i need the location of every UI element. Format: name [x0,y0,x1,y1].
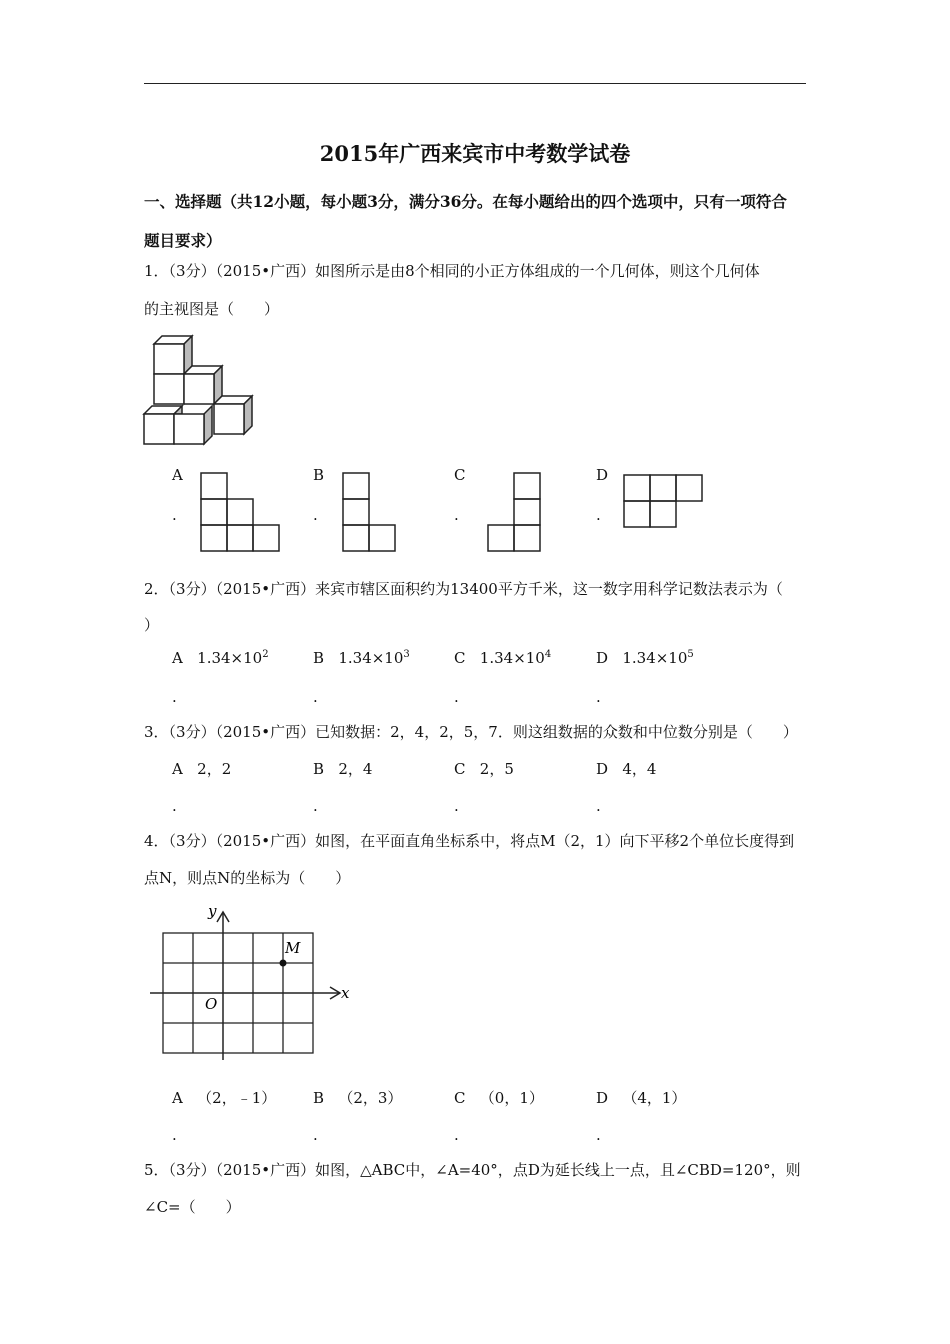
section-1-heading-line2: 题目要求） [144,231,222,250]
q4-option-b-letter: B [313,1089,325,1107]
q1-option-b-dot: . [313,506,318,524]
q3-option-c [454,758,514,779]
q4-option-d-dot: . [596,1126,601,1144]
q3-option-b [313,758,372,779]
q3-option-a-letter: A [172,760,183,778]
q4-option-d [596,1087,686,1108]
q2-option-c [454,649,551,667]
q2-option-b-base: 1.34×10 [338,649,404,667]
q1-option-d-figure [623,474,707,532]
q4-x-axis-label: x [341,984,350,1002]
q2-option-b-dot: . [313,688,318,706]
q1-option-c-letter: C [454,466,466,484]
q2-option-c-letter: C [454,649,466,667]
question-1-cube-figure [140,330,270,450]
q2-option-d-dot: . [596,688,601,706]
q4-point-m-label: M [285,939,301,957]
question-1-line1: 1．（3分）（2015•广西）如图所示是由8个相同的小正方体组成的一个几何体，则这个几何体 [144,262,760,280]
q3-option-d-letter: D [596,760,609,778]
q1-option-c-figure [487,472,545,554]
q2-option-a-exp: 2 [262,649,269,660]
question-5-line1: 5．（3分）（2015•广西）如图，△ABC中，∠A=40°，点D为延长线上一点，且∠CBD=120°，则 [144,1161,801,1179]
q4-option-a-letter: A [172,1089,183,1107]
q2-option-d-exp: 5 [687,649,694,660]
question-1-line2: 的主视图是（ ） [144,300,280,318]
question-4-line1: 4．（3分）（2015•广西）如图，在平面直角坐标系中，将点M（2，1）向下平移2个单位长度得到 [144,832,795,850]
q4-option-a-dot: . [172,1126,177,1144]
q2-option-b [313,649,410,667]
q4-option-c-letter: C [454,1089,466,1107]
q3-option-a-text: 2，2 [197,760,232,778]
q3-option-c-dot: . [454,797,459,815]
q4-option-b-dot: . [313,1126,318,1144]
q2-option-b-letter: B [313,649,325,667]
q2-option-a-letter: A [172,649,183,667]
q2-option-a-dot: . [172,688,177,706]
q2-option-c-base: 1.34×10 [479,649,545,667]
q1-option-b-letter: B [313,466,325,484]
q3-option-d [596,758,656,779]
q1-option-a-figure [200,472,282,554]
q3-option-d-text: 4，4 [622,760,657,778]
q2-option-b-exp: 3 [403,649,410,660]
q4-coordinate-figure [160,900,360,1060]
q3-option-b-dot: . [313,797,318,815]
q3-option-a-dot: . [172,797,177,815]
q1-option-d-dot: . [596,506,601,524]
q3-option-b-letter: B [313,760,325,778]
q4-option-a [172,1087,276,1108]
q4-option-c [454,1087,544,1108]
q4-point-m [280,960,287,967]
q1-option-a-letter: A [172,466,183,484]
q4-origin-label: O [205,995,218,1013]
q3-option-d-dot: . [596,797,601,815]
q3-option-c-text: 2，5 [479,760,514,778]
q2-option-a [172,649,269,667]
question-5-line2: ∠C=（ ） [144,1198,241,1216]
q3-option-b-text: 2，4 [338,760,373,778]
q1-option-c-dot: . [454,506,459,524]
paper-title: 2015年广西来宾市中考数学试卷 [319,141,631,166]
q2-option-a-base: 1.34×10 [197,649,263,667]
q4-y-axis-label: y [208,902,217,920]
q4-option-a-text: （2，﹣1） [197,1089,277,1107]
q4-option-c-text: （0，1） [479,1089,544,1107]
q2-option-c-dot: . [454,688,459,706]
header-rule [144,83,806,84]
q4-option-c-dot: . [454,1126,459,1144]
q2-option-d [596,649,694,667]
q1-option-b-figure [342,472,400,554]
q4-option-d-letter: D [596,1089,609,1107]
q4-option-d-text: （4，1） [622,1089,687,1107]
q4-option-b [313,1087,402,1108]
q3-option-a [172,758,231,779]
section-1-heading-line1: 一、选择题（共12小题，每小题3分，满分36分。在每小题给出的四个选项中，只有一项符合 [144,192,787,211]
q3-option-c-letter: C [454,760,466,778]
question-4-line2: 点N，则点N的坐标为（ ） [144,869,351,887]
q2-option-d-base: 1.34×10 [622,649,688,667]
question-3-line1: 3．（3分）（2015•广西）已知数据：2，4，2，5，7．则这组数据的众数和中位数分别是（ ） [144,723,798,741]
q4-option-b-text: （2，3） [338,1089,403,1107]
q2-option-d-letter: D [596,649,609,667]
q1-option-a-dot: . [172,506,177,524]
question-2-line2: ） [144,616,160,634]
question-2-line1: 2．（3分）（2015•广西）来宾市辖区面积约为13400平方千米，这一数字用科学记数法表示为（ [144,580,783,598]
q2-option-c-exp: 4 [544,649,552,660]
q4-axes [150,912,340,1060]
q1-option-d-letter: D [596,466,609,484]
